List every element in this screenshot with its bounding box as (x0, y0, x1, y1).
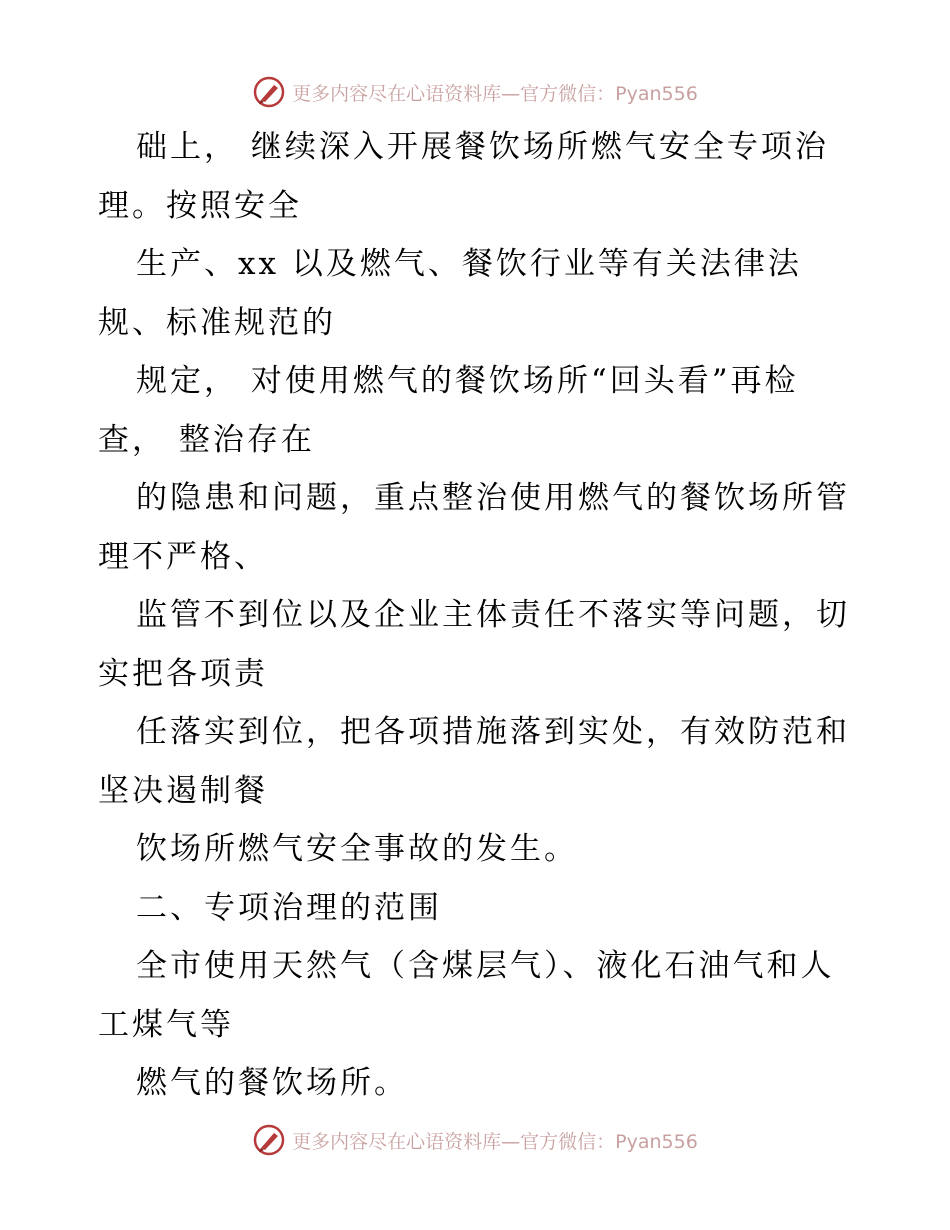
pen-logo-icon (252, 1123, 286, 1157)
header-watermark (0, 72, 950, 112)
body-line: 理。按照安全 (98, 187, 302, 224)
body-line: 查， 整治存在 (98, 421, 315, 458)
footer-watermark (0, 1120, 950, 1160)
body-line: 实把各项责 (98, 655, 268, 692)
pen-logo-icon (252, 75, 286, 109)
body-line: 理不严格、 (98, 538, 268, 575)
body-line: 生产、xx 以及燃气、餐饮行业等有关法律法 (136, 246, 802, 282)
body-line: 监管不到位以及企业主体责任不落实等问题，切 (136, 597, 850, 633)
body-line: 坚决遏制餐 (98, 772, 268, 809)
document-body (98, 118, 888, 1113)
body-line: 础上， 继续深入开展餐饮场所燃气安全专项治 (136, 129, 829, 165)
body-line: 任落实到位，把各项措施落到实处，有效防范和 (136, 714, 850, 750)
body-line: 全市使用天然气（含煤层气）、液化石油气和人 (136, 948, 835, 984)
body-line: 的隐患和问题，重点整治使用燃气的餐饮场所管 (136, 480, 850, 516)
body-line: 工煤气等 (98, 1006, 234, 1043)
body-line: 规、标准规范的 (98, 304, 336, 341)
watermark-text: 更多内容尽在心语资料库—官方微信：Pyan556 (292, 1130, 698, 1153)
watermark-text: 更多内容尽在心语资料库—官方微信：Pyan556 (292, 82, 698, 105)
body-line: 饮场所燃气安全事故的发生。 (136, 831, 578, 867)
body-line: 燃气的餐饮场所。 (136, 1065, 408, 1101)
section-heading: 二、专项治理的范围 (136, 889, 442, 926)
body-line: 规定， 对使用燃气的餐饮场所“回头看”再检 (136, 363, 799, 399)
